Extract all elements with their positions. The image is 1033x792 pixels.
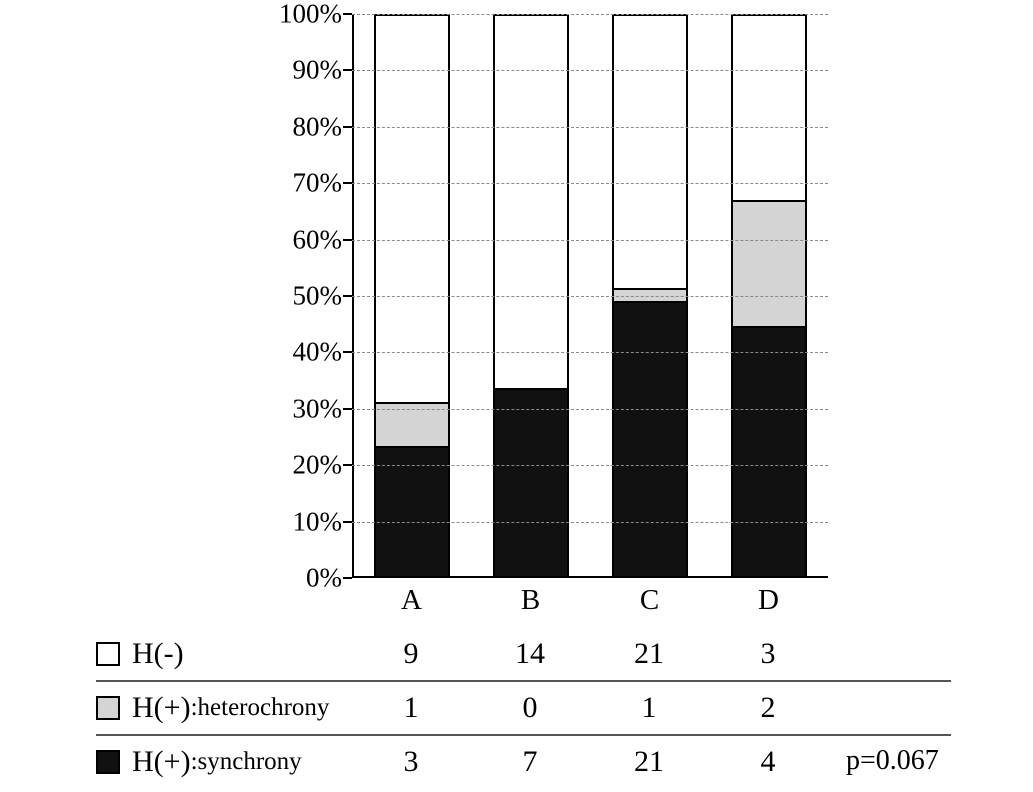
- legend-swatch-heterochrony: [96, 696, 120, 720]
- table-row-label-main: H(+): [132, 691, 191, 724]
- y-axis-tick-label: 0%: [306, 562, 342, 593]
- y-axis-tick-label: 70%: [292, 167, 342, 198]
- legend-swatch-synchrony: [96, 750, 120, 774]
- y-axis-tick-label: 60%: [292, 224, 342, 255]
- table-row-label-sub: :synchrony: [190, 748, 302, 775]
- bar-segment-heterochrony: [614, 288, 686, 301]
- table-cell: 1: [403, 691, 419, 724]
- table-cell: 3: [760, 637, 776, 670]
- plot-area: [279, 0, 828, 616]
- table-cell: 1: [641, 691, 657, 724]
- table-cell: 9: [403, 637, 419, 670]
- x-axis-tick-label: B: [520, 584, 541, 616]
- gridline: [352, 240, 828, 241]
- gridline: [352, 14, 828, 15]
- y-axis-tick-label: 20%: [292, 449, 342, 480]
- bar-segment-synchrony: [495, 388, 567, 576]
- table-cell: 4: [760, 745, 776, 778]
- bar-segment-synchrony: [733, 326, 805, 576]
- gridline: [352, 183, 828, 184]
- y-axis-tick-label: 10%: [292, 506, 342, 537]
- y-axis-tick-label: 100%: [279, 0, 342, 29]
- bar-segment-heterochrony: [733, 200, 805, 325]
- table-cell: 21: [634, 745, 664, 778]
- legend-swatch-h-negative: [96, 642, 120, 666]
- p-value-annotation: p=0.067: [846, 745, 939, 776]
- table-row-label-sub: :heterochrony: [190, 694, 330, 721]
- data-table: [96, 628, 951, 788]
- x-axis-tick-label: A: [401, 584, 422, 616]
- y-axis-tick-label: 80%: [292, 111, 342, 142]
- table-cell: 2: [760, 691, 776, 724]
- table-cell: 7: [522, 745, 538, 778]
- table-cell: 14: [515, 637, 545, 670]
- x-axis-tick-label: C: [639, 584, 660, 616]
- table-row-label: [96, 637, 184, 671]
- table-cell: 21: [634, 637, 664, 670]
- y-axis-tick-label: 90%: [292, 54, 342, 85]
- y-axis-tick-label: 40%: [292, 336, 342, 367]
- gridline: [352, 465, 828, 466]
- table-row-label: [96, 691, 329, 725]
- x-axis-tick-label: D: [758, 584, 779, 616]
- table-cell: 0: [522, 691, 538, 724]
- gridline: [352, 352, 828, 353]
- gridline: [352, 296, 828, 297]
- y-axis-tick-label: 30%: [292, 393, 342, 424]
- y-axis-tick-label: 50%: [292, 280, 342, 311]
- table-row: [96, 682, 951, 736]
- table-row: [96, 628, 951, 682]
- gridline: [352, 70, 828, 71]
- table-row-label-main: H(+): [132, 745, 191, 778]
- table-row-label: [96, 745, 302, 779]
- table-row-label-main: H(-): [132, 637, 184, 670]
- table-cell: 3: [403, 745, 419, 778]
- gridline: [352, 409, 828, 410]
- gridline: [352, 127, 828, 128]
- gridline: [352, 522, 828, 523]
- bar-segment-synchrony: [614, 301, 686, 576]
- table-row: [96, 736, 951, 788]
